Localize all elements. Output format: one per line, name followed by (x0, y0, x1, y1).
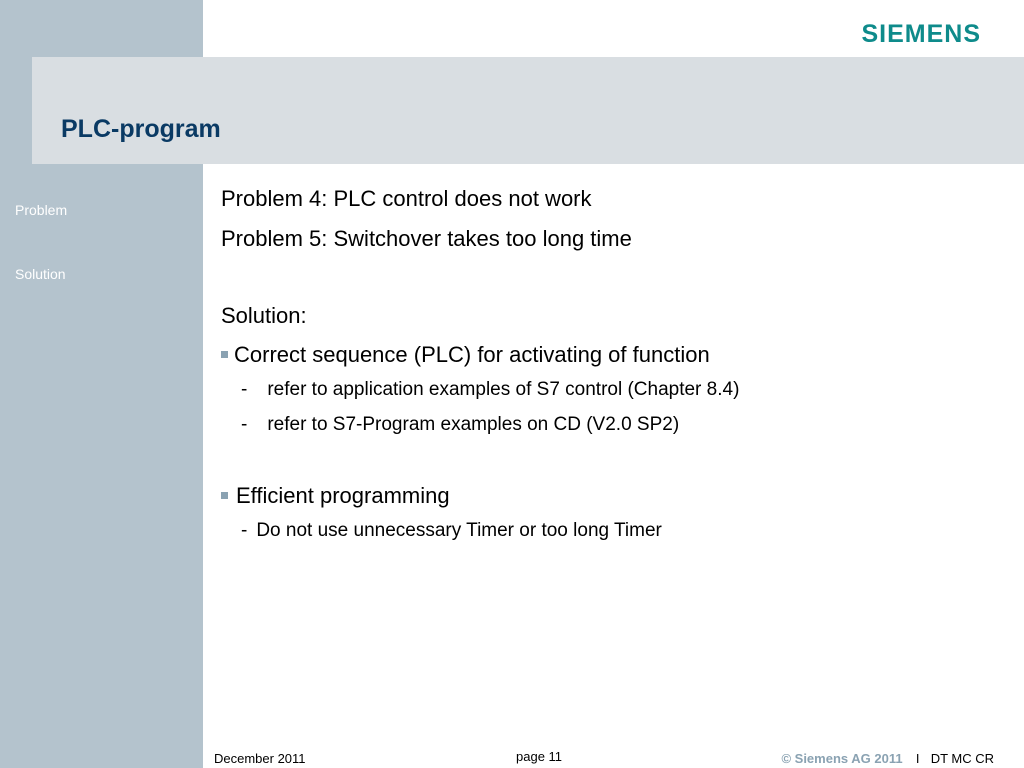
dash-marker: - (241, 520, 248, 541)
dash-marker: - (241, 379, 248, 400)
bullet-correct-sequence (221, 342, 710, 368)
sub-item (241, 520, 662, 542)
bullet-text: Correct sequence (PLC) for activating of function (234, 342, 710, 367)
copyright-text: © Siemens AG 2011 (781, 751, 903, 766)
solution-heading: Solution: (221, 303, 307, 328)
sub-item-text: refer to S7-Program examples on CD (V2.0 SP2) (267, 414, 680, 435)
sub-item-text: Do not use unnecessary Timer or too long Timer (256, 520, 662, 541)
footer-separator: I (915, 751, 920, 766)
sub-item (241, 414, 679, 436)
bullet-efficient-programming (221, 483, 450, 509)
bullet-text: Efficient programming (236, 483, 450, 508)
siemens-logo: SIEMENS (861, 20, 981, 48)
page-title: PLC-program (61, 115, 221, 143)
dash-marker: - (241, 414, 248, 435)
sidebar-item-solution[interactable]: Solution (15, 266, 66, 282)
title-band (32, 57, 1024, 164)
problem-4-text: Problem 4: PLC control does not work (221, 186, 592, 211)
sub-item-text: refer to application examples of S7 control (Chapter 8.4) (267, 379, 740, 400)
footer-date: December 2011 (214, 751, 306, 766)
footer-page-number: page 11 (516, 749, 563, 764)
footer-department: DT MC CR (930, 751, 994, 766)
problem-5-text: Problem 5: Switchover takes too long time (221, 226, 632, 251)
footer-copyright (781, 751, 994, 766)
square-bullet-icon (221, 351, 228, 358)
sub-item (241, 379, 739, 401)
square-bullet-icon (221, 492, 228, 499)
sidebar-item-problem[interactable]: Problem (15, 202, 68, 218)
